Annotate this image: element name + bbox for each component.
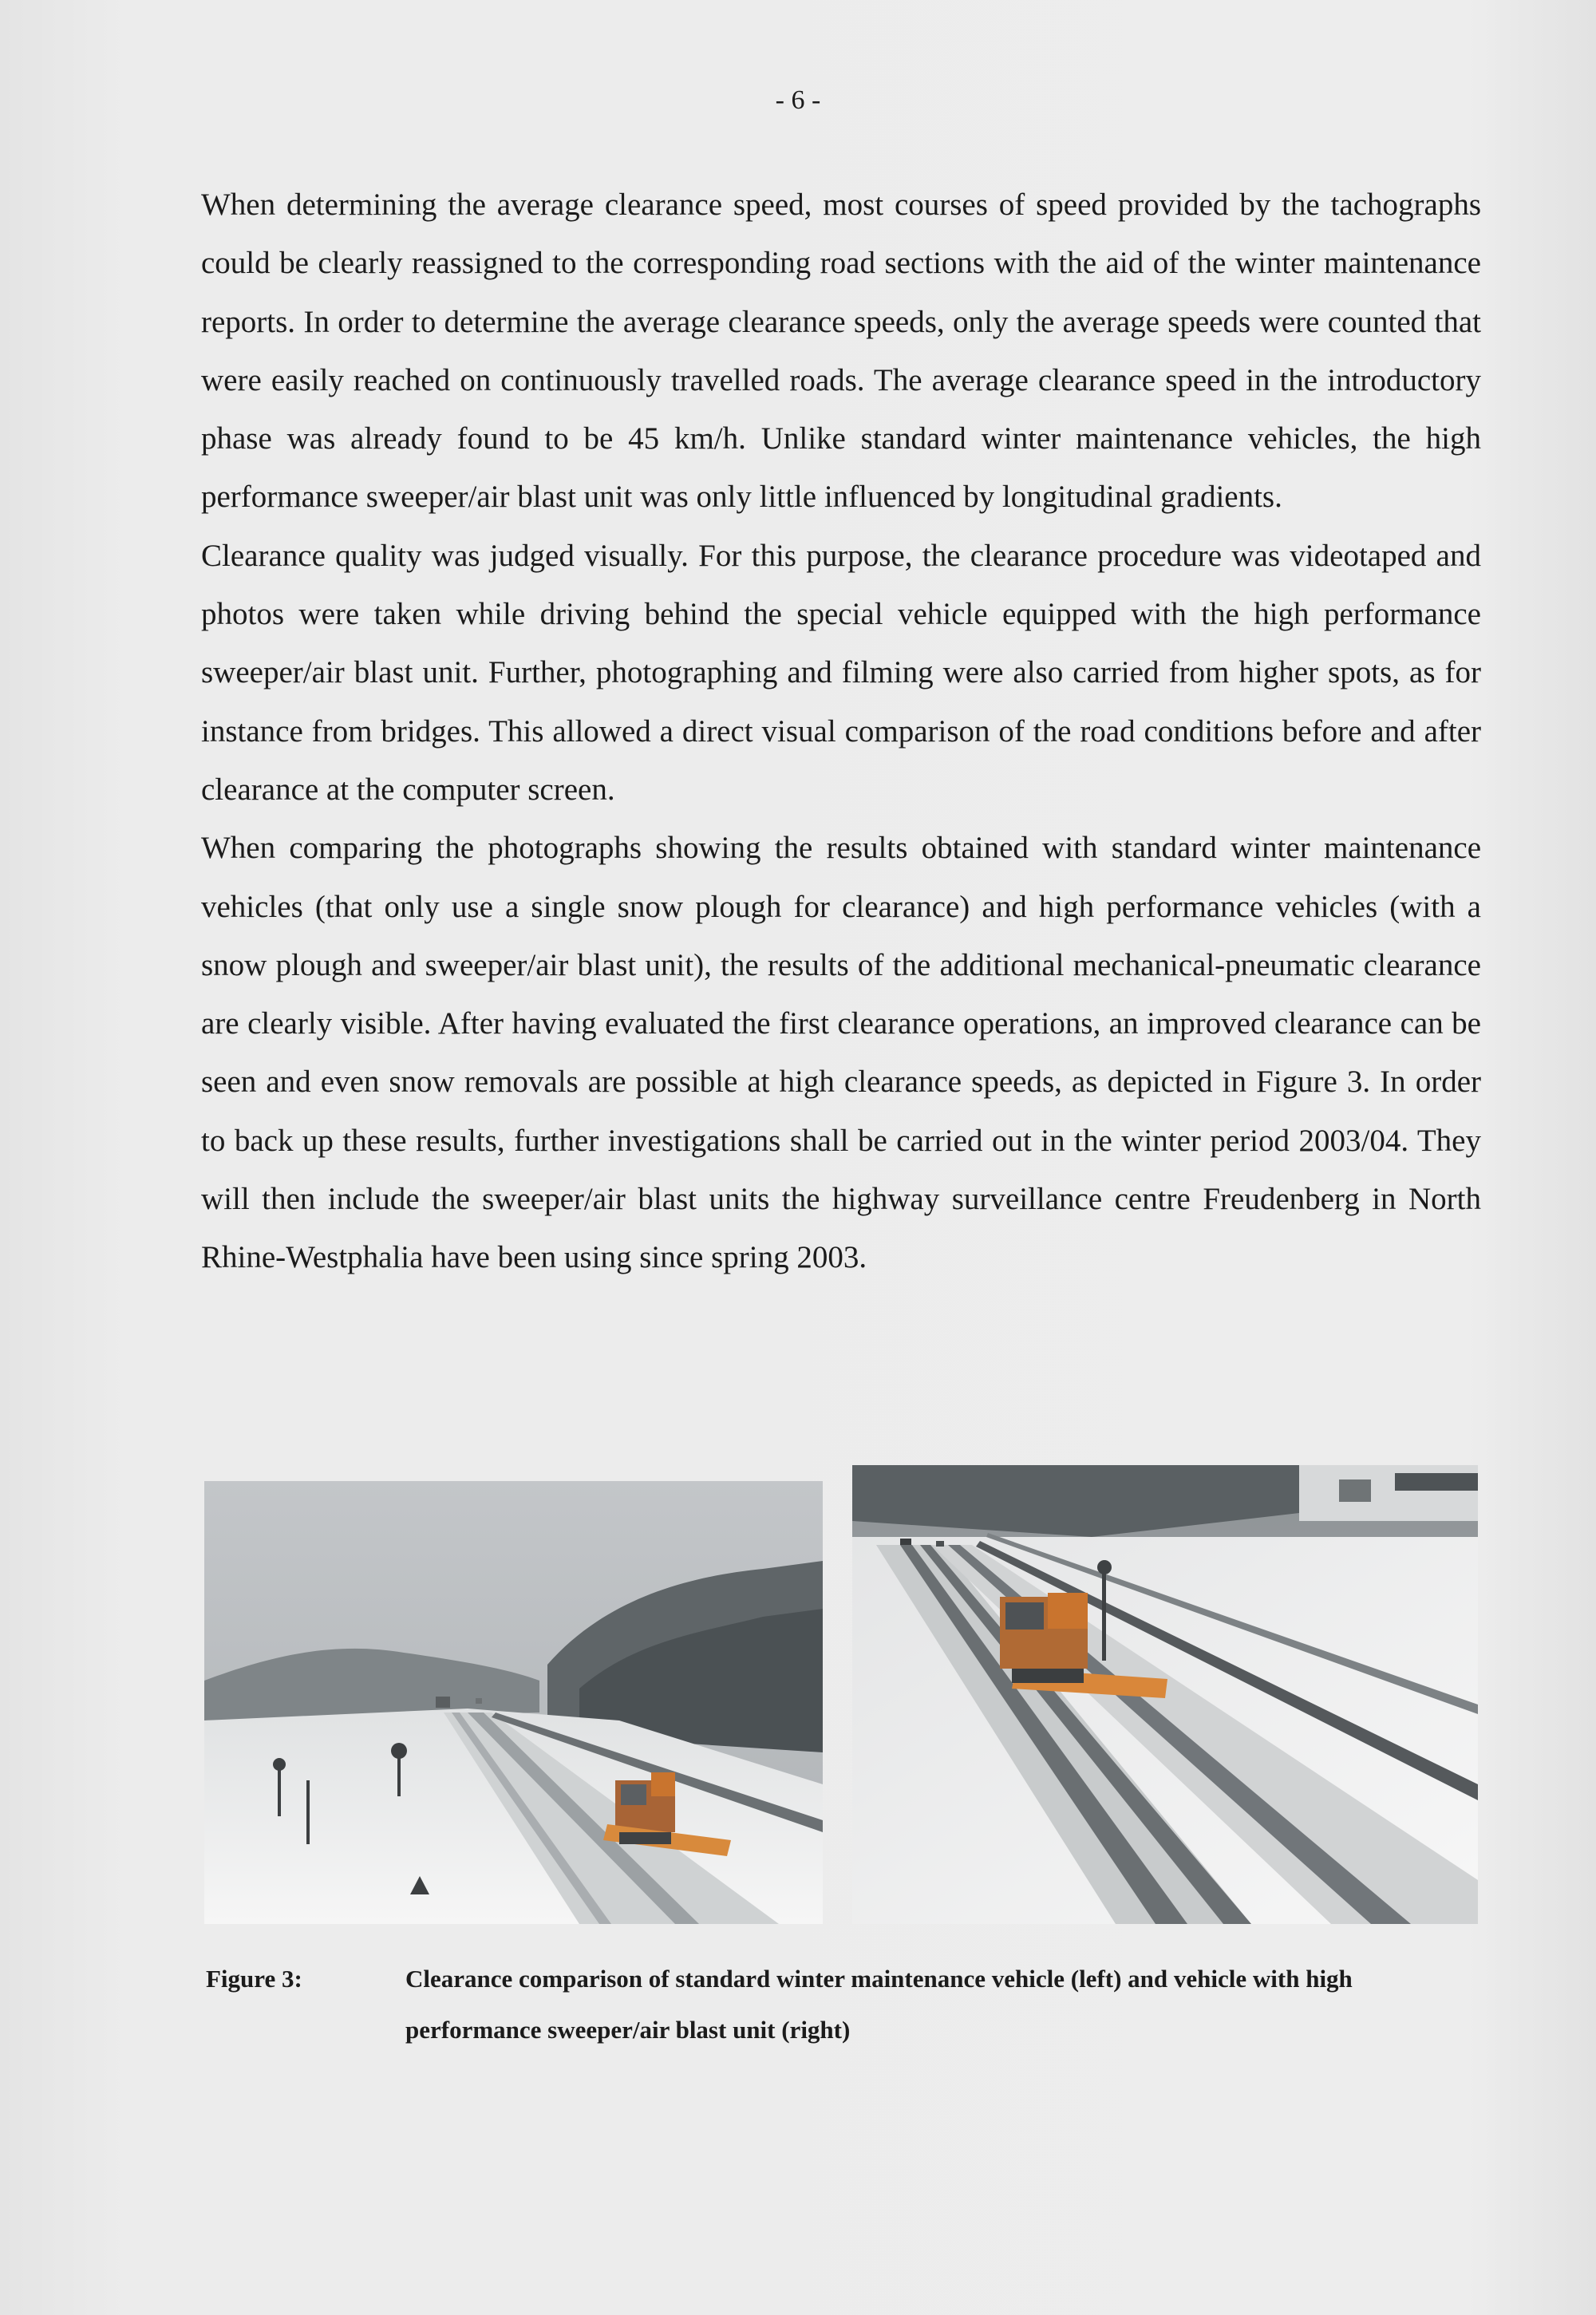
paragraph-clearance-speed: When determining the average clearance speed, most courses of speed provided by the tachographs could be clearly reassigned to the corresponding road sections with the aid of the winter maintenance reports. In order to determine the average clearance speeds, only the average speeds were counted that were easily reached on continuously travelled roads. The average clearance speed in the introductory phase was already found to be 45 km/h. Unlike standard winter maintenance vehicles, the high performance sweeper/air blast unit was only little influenced by longitudinal gradients. xyxy=(201,188,1481,515)
photo-sweeper-vehicle xyxy=(852,1465,1478,1924)
paragraph-photo-comparison: When comparing the photographs showing the results obtained with standard winter maintenance vehicles (that only use a single snow plough for clearance) and high performance vehicles (with a snow plough and sweeper/air blast unit), the results of the additional mechanical-pneumatic clearance are clearly visible. After having evaluated the first clearance operations, an improved clearance can be seen and even snow removals are possible at high clearance speeds, as depicted in Figure 3. In order to back up these results, further investigations shall be carried out in the winter period 2003/04. They will then include the sweeper/air blast units the highway surveillance centre Freudenberg in North Rhine-Westphalia have been using since spring 2003. xyxy=(201,831,1481,1275)
figure-caption-text: Clearance comparison of standard winter maintenance vehicle (left) and vehicle with high performance sweeper/air blast unit (right) xyxy=(405,1965,1353,2044)
paragraph-clearance-quality: Clearance quality was judged visually. For this purpose, the clearance procedure was videotaped and photos were taken while driving behind the special vehicle equipped with the high performance sweeper/air blast unit. Further, photographing and filming were also carried from higher spots, as for instance from bridges. This allowed a direct visual comparison of the road conditions before and after clearance at the computer screen. xyxy=(201,538,1481,807)
figure-label: Figure 3: xyxy=(206,1965,302,1993)
photo-standard-vehicle xyxy=(204,1481,823,1924)
page-number: - 6 - xyxy=(775,85,821,115)
figure-3 xyxy=(204,1465,1478,1924)
body-text xyxy=(201,176,1481,1287)
